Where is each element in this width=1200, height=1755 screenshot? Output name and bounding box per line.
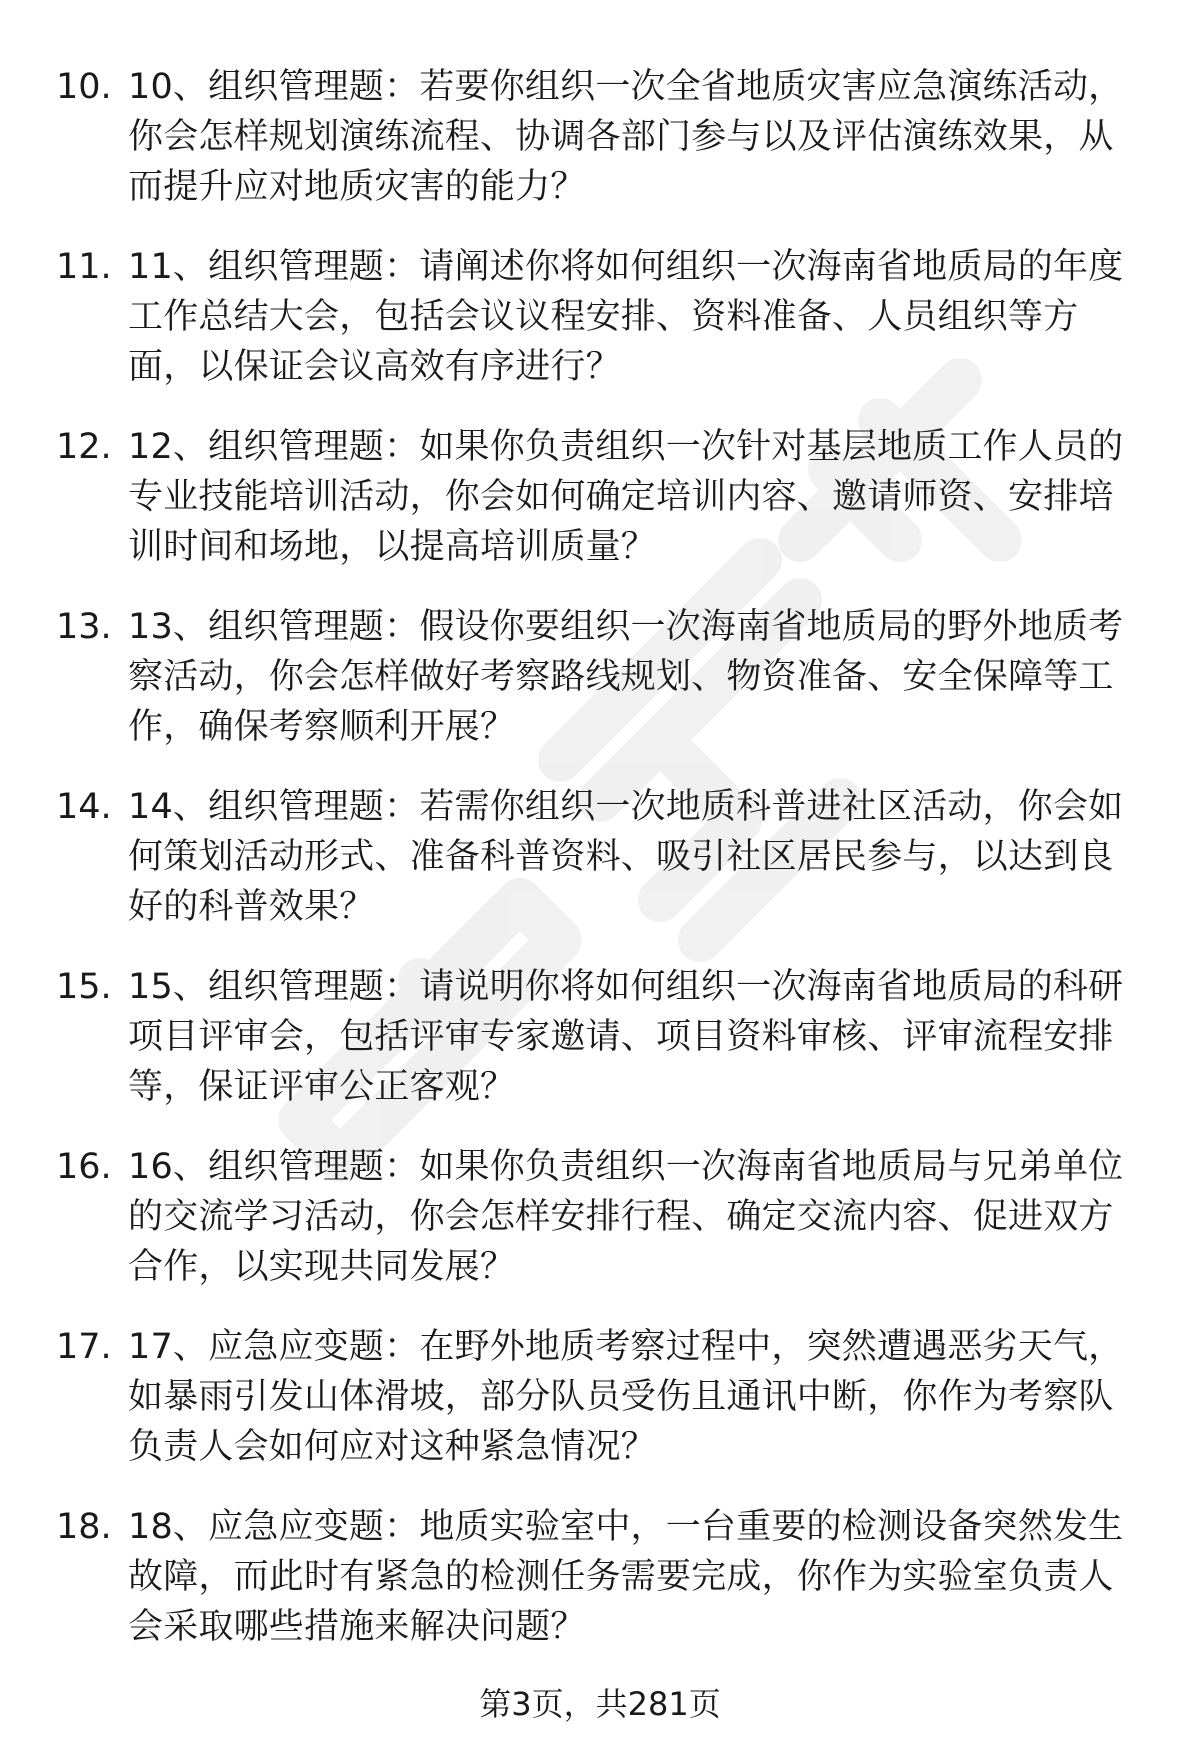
question-text <box>128 1142 1148 1292</box>
question-number: 13. <box>56 607 112 647</box>
question-number: 10. <box>56 67 112 107</box>
question-text-line: 14、组织管理题：若需你组织一次地质科普进社区活动，你会如 <box>128 787 1124 827</box>
question-number: 14. <box>56 787 112 827</box>
question-text <box>128 62 1148 212</box>
question-text-line: 专业技能培训活动，你会如何确定培训内容、邀请师资、安排培 <box>128 477 1114 517</box>
question-number: 17. <box>56 1327 112 1367</box>
question-list <box>0 62 1200 1682</box>
question-text <box>128 962 1148 1112</box>
question-text-line: 面，以保证会议高效有序进行？ <box>128 347 621 387</box>
question-item <box>0 62 1200 242</box>
question-text-line: 作，确保考察顺利开展？ <box>128 707 516 747</box>
question-item <box>0 1502 1200 1682</box>
question-text <box>128 1322 1148 1472</box>
question-text <box>128 422 1148 572</box>
question-text-line: 你会怎样规划演练流程、协调各部门参与以及评估演练效果，从 <box>128 117 1114 157</box>
question-text-line: 16、组织管理题：如果你负责组织一次海南省地质局与兄弟单位 <box>128 1147 1124 1187</box>
page-footer: 第3页，共281页 <box>479 1685 721 1723</box>
question-number: 11. <box>56 247 112 287</box>
question-text <box>128 242 1148 392</box>
question-text-line: 工作总结大会，包括会议议程安排、资料准备、人员组织等方 <box>128 297 1079 337</box>
question-text-line: 12、组织管理题：如果你负责组织一次针对基层地质工作人员的 <box>128 427 1124 467</box>
question-text-line: 故障，而此时有紧急的检测任务需要完成，你作为实验室负责人 <box>128 1557 1114 1597</box>
question-text-line: 11、组织管理题：请阐述你将如何组织一次海南省地质局的年度 <box>128 247 1124 287</box>
question-text-line: 察活动，你会怎样做好考察路线规划、物资准备、安全保障等工 <box>128 657 1114 697</box>
question-text-line: 等，保证评审公正客观？ <box>128 1067 516 1107</box>
question-item <box>0 1322 1200 1502</box>
question-number: 18. <box>56 1507 112 1547</box>
question-text-line: 负责人会如何应对这种紧急情况？ <box>128 1427 657 1467</box>
question-text <box>128 1502 1148 1652</box>
question-text-line: 17、应急应变题：在野外地质考察过程中，突然遭遇恶劣天气， <box>128 1327 1124 1367</box>
question-text-line: 而提升应对地质灾害的能力？ <box>128 167 586 207</box>
question-item <box>0 782 1200 962</box>
question-text-line: 何策划活动形式、准备科普资料、吸引社区居民参与，以达到良 <box>128 837 1114 877</box>
question-text <box>128 602 1148 752</box>
question-number: 12. <box>56 427 112 467</box>
question-text-line: 的交流学习活动，你会怎样安排行程、确定交流内容、促进双方 <box>128 1197 1114 1237</box>
question-item <box>0 422 1200 602</box>
question-number: 16. <box>56 1147 112 1187</box>
question-text <box>128 782 1148 932</box>
question-text-line: 项目评审会，包括评审专家邀请、项目资料审核、评审流程安排 <box>128 1017 1114 1057</box>
question-text-line: 15、组织管理题：请说明你将如何组织一次海南省地质局的科研 <box>128 967 1124 1007</box>
question-text-line: 训时间和场地，以提高培训质量？ <box>128 527 657 567</box>
question-item <box>0 1142 1200 1322</box>
question-item <box>0 962 1200 1142</box>
question-text-line: 18、应急应变题：地质实验室中，一台重要的检测设备突然发生 <box>128 1507 1124 1547</box>
question-text-line: 10、组织管理题：若要你组织一次全省地质灾害应急演练活动， <box>128 67 1124 107</box>
question-item <box>0 602 1200 782</box>
question-text-line: 13、组织管理题：假设你要组织一次海南省地质局的野外地质考 <box>128 607 1124 647</box>
question-number: 15. <box>56 967 112 1007</box>
question-text-line: 会采取哪些措施来解决问题？ <box>128 1607 586 1647</box>
question-text-line: 如暴雨引发山体滑坡，部分队员受伤且通讯中断，你作为考察队 <box>128 1377 1114 1417</box>
question-item <box>0 242 1200 422</box>
question-text-line: 合作，以实现共同发展？ <box>128 1247 516 1287</box>
question-text-line: 好的科普效果？ <box>128 887 375 927</box>
